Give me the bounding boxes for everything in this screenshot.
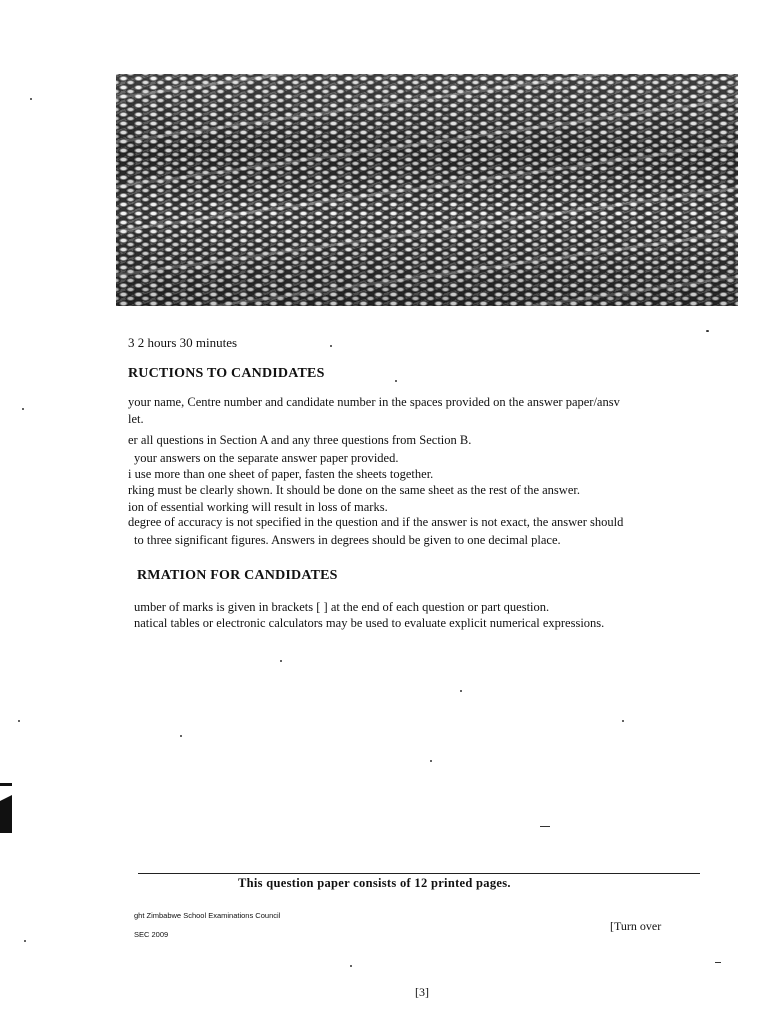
scan-speck	[715, 962, 721, 963]
scan-speck	[540, 826, 550, 827]
scan-speck	[622, 720, 624, 722]
scan-speck	[30, 98, 32, 100]
scan-speck	[280, 660, 282, 662]
instruction-line: let.	[128, 412, 144, 426]
exam-code: SEC 2009	[134, 930, 169, 939]
scan-speck	[18, 720, 20, 722]
scan-speck	[706, 330, 709, 332]
scan-speck	[22, 408, 24, 410]
instruction-line: er all questions in Section A and any three questions from Section B.	[128, 433, 472, 447]
instructions-heading: RUCTIONS TO CANDIDATES	[128, 366, 325, 381]
footer-divider	[138, 873, 700, 874]
turn-over-note: [Turn over	[610, 919, 662, 933]
instruction-line: rking must be clearly shown. It should be done on the same sheet as the rest of the answer.	[128, 483, 580, 497]
instruction-line: degree of accuracy is not specified in the question and if the answer is not exact, the answer should	[128, 515, 624, 529]
information-line: umber of marks is given in brackets [ ] at the end of each question or part question.	[134, 600, 550, 614]
scan-speck	[24, 940, 26, 942]
page-number: [3]	[415, 985, 429, 999]
information-line: natical tables or electronic calculators may be used to evaluate explicit numerical expressions.	[134, 616, 605, 630]
scan-speck	[430, 760, 432, 762]
pages-note: This question paper consists of 12 printed pages.	[238, 876, 511, 890]
information-heading: RMATION FOR CANDIDATES	[137, 568, 338, 583]
instruction-line: ion of essential working will result in loss of marks.	[128, 500, 388, 514]
scan-speck	[330, 345, 332, 347]
instruction-line: to three significant figures. Answers in degrees should be given to one decimal place.	[134, 533, 561, 547]
cover-banner-image	[116, 74, 738, 306]
exam-duration: 3 2 hours 30 minutes	[128, 335, 238, 350]
scan-edge-mark	[0, 783, 12, 833]
instruction-line: your name, Centre number and candidate number in the spaces provided on the answer paper/ansv	[128, 395, 620, 409]
scan-speck	[395, 380, 397, 382]
scan-speck	[350, 965, 352, 967]
instruction-line: your answers on the separate answer paper provided.	[134, 451, 399, 465]
scan-speck	[460, 690, 462, 692]
instruction-line: i use more than one sheet of paper, fasten the sheets together.	[128, 467, 434, 481]
copyright-notice: ght Zimbabwe School Examinations Council	[134, 911, 281, 920]
scan-speck	[180, 735, 182, 737]
